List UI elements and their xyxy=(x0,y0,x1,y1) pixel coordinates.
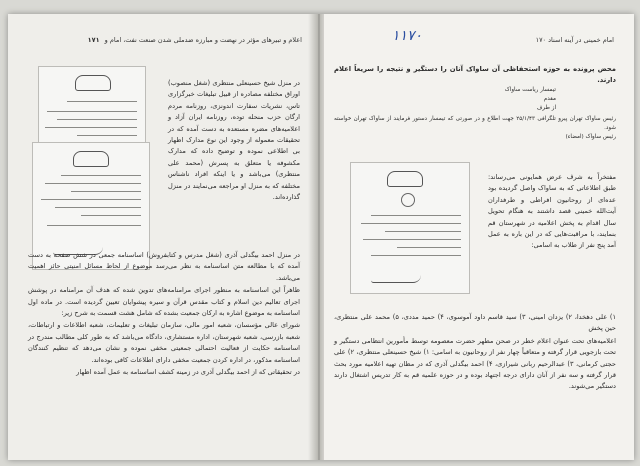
handwritten-folio: ۱۱۷۰ xyxy=(391,28,422,44)
letter-line: از طرف xyxy=(536,105,556,111)
right-column-text xyxy=(488,172,616,253)
left-column-paragraph: در منزل شیخ حسینعلی منتظری (شغل منصوب) اوراق مختلفه مصادره از قبیل تبلیغات خبرگزاری تاس، نشریات سفارت اندونزی، روزنامه مردم ارگان حزب منحله توده، روزنامه ایران آزاد و اعلامیه‌های مضره مستعده به دست آمده که در تحقیقات معموله از وجود این نوع مدارک اظهار بی اطلاعی نموده و توضیح داده که مدارک مکشوفه یا متعلق به پسرش (محمد علی منتظری) می‌باشد و یا اینکه افراد ناشناس مختلفه که به منزل او مراجعه می‌نمایند در منزل گذارده‌اند. xyxy=(168,79,300,202)
seal-icon xyxy=(401,193,415,207)
right-running-head-text: امام خمینی در آینه اسناد ۱۷۰ xyxy=(535,36,614,44)
left-running-head xyxy=(32,36,302,44)
paragraph: ظاهراً این اساسنامه به منظور اجرای مرامنامه‌های تدوین شده که هدف آن مرامنامه در پوشش اجرای تعالیم دین اسلام و کتاب مقدس قرآن و سیره پیشوایان تعیین گردیده است. در ماده اول اساسنامه به موضوع اشاره به ارکان جمعیت بشده که شامل هشت قسمت به شرح زیر: xyxy=(28,286,300,318)
letterhead-stamp-icon xyxy=(387,171,423,187)
left-folio: ۱۷۱ xyxy=(87,36,100,44)
signature-icon xyxy=(371,275,421,283)
paragraph: اعلامیه‌های تحت عنوان اعلام خطر در صحن مطهر حضرت معصومه توسط مأمورین انتظامی دستگیر و تحت بازجویی قرار گرفته و متعاقباً چهار نفر از روحانیون به اسامی: ۱) شیخ حسینعلی منتظری، ۲) علی حجتی کرمانی، ۳) عبدالرحیم ربانی شیرازی، ۴) احمد بیگدلی آذری که در مظان تهیه اعلامیه مورد بحث قرار گرفته و سه نفر از آنان دارای درجه اجتهاد بوده و در حوزه علمیه قم به کار تدریس اشتغال دارند دستگیر می‌شوند. xyxy=(334,336,616,391)
right-running-head xyxy=(344,36,614,44)
right-page xyxy=(324,14,634,460)
paragraph: ۱) علی دهخدا، ۲) یزدان امینی، ۳) سید قاسم داود آموسوی، ۴) حمید مددی، ۵) محمد علی منتظری، حین پخش xyxy=(334,313,617,333)
letter-recipient: تیمسار ریاست ساواک xyxy=(504,87,556,93)
right-intro-text: محض پرونده به حوزه استحفاظی آن ساواک آنان را دستگیر و نتیجه را سریعاً اعلام دارند. xyxy=(334,65,616,85)
paragraph: در منزل احمد بیگدلی آذری (شغل مدرس و کتابفروش) اساسنامه جمعی در شش صفحه به دست آمده که با مطالعه متن اساسنامه به نظر می‌رسد موضوع از لحاظ مسائل امنیتی حائز اهمیت می‌باشد. xyxy=(28,251,300,282)
letter-line: مقدم xyxy=(543,96,556,102)
quoted-letter xyxy=(334,86,616,142)
letterhead-stamp-icon xyxy=(75,75,111,91)
letterhead-stamp-icon xyxy=(73,151,109,167)
paragraph: در تحقیقاتی که از احمد بیگدلی آذری در زمینه کشف اساسنامه به عمل آمده اظهار xyxy=(76,368,300,377)
left-column-text xyxy=(168,78,300,204)
right-column-paragraph: مفتخراً به شرف عرض همایونی می‌رساند: طبق اطلاعاتی که به ساواک واصل گردیده بود عده‌ای از روحانیون افراطی و طرفداران آیت‌الله خمینی قصد داشتند به هنگام تحویل سال اقدام به پخش اعلامیه در شهرستان قم بنمایند، با مراقبت‌هایی که در این باره به عمل آمد پنج نفر از طلاب به اسامی: xyxy=(488,173,616,250)
letter-body: رئیس ساواک تهران پیرو تلگرافی ۲۵/۱/۴۳ جهت اطلاع و در صورتی که تیمسار دستور فرمایند از ساواک تهران خواسته شود. xyxy=(334,116,617,131)
letter-signature: رئیس ساواک (امضاء) xyxy=(565,134,616,140)
right-full-text xyxy=(334,312,616,394)
paragraph: شورای عالی مؤسسان، شعبه امور مالی، سازمان تبلیغات و تعلیمات، شعبه اطلاعات و ارتباطات، شعبه بازرسی، شعبه شهرستان، اداره مستشاری، دادگاه می‌باشد که به طور کلی مطالب مندرج در اساسنامه حکایت از فعالیت احتمالی جمعیتی مخفی نموده و نشان می‌دهد که تنظیم کنندگان اساسنامه مذکور، در اداره کردن جمعیت مخفی دارای اطلاعات کافی بوده‌اند. xyxy=(28,321,300,364)
left-running-head-text: اعلام و تبیرهای مؤثر در نهضت و مبارزه ضدملی شدن صنعت نفت، امام و xyxy=(104,36,302,44)
document-image-right xyxy=(350,162,470,294)
left-full-text xyxy=(28,250,300,379)
book-spread xyxy=(8,14,634,460)
left-page xyxy=(8,14,314,460)
